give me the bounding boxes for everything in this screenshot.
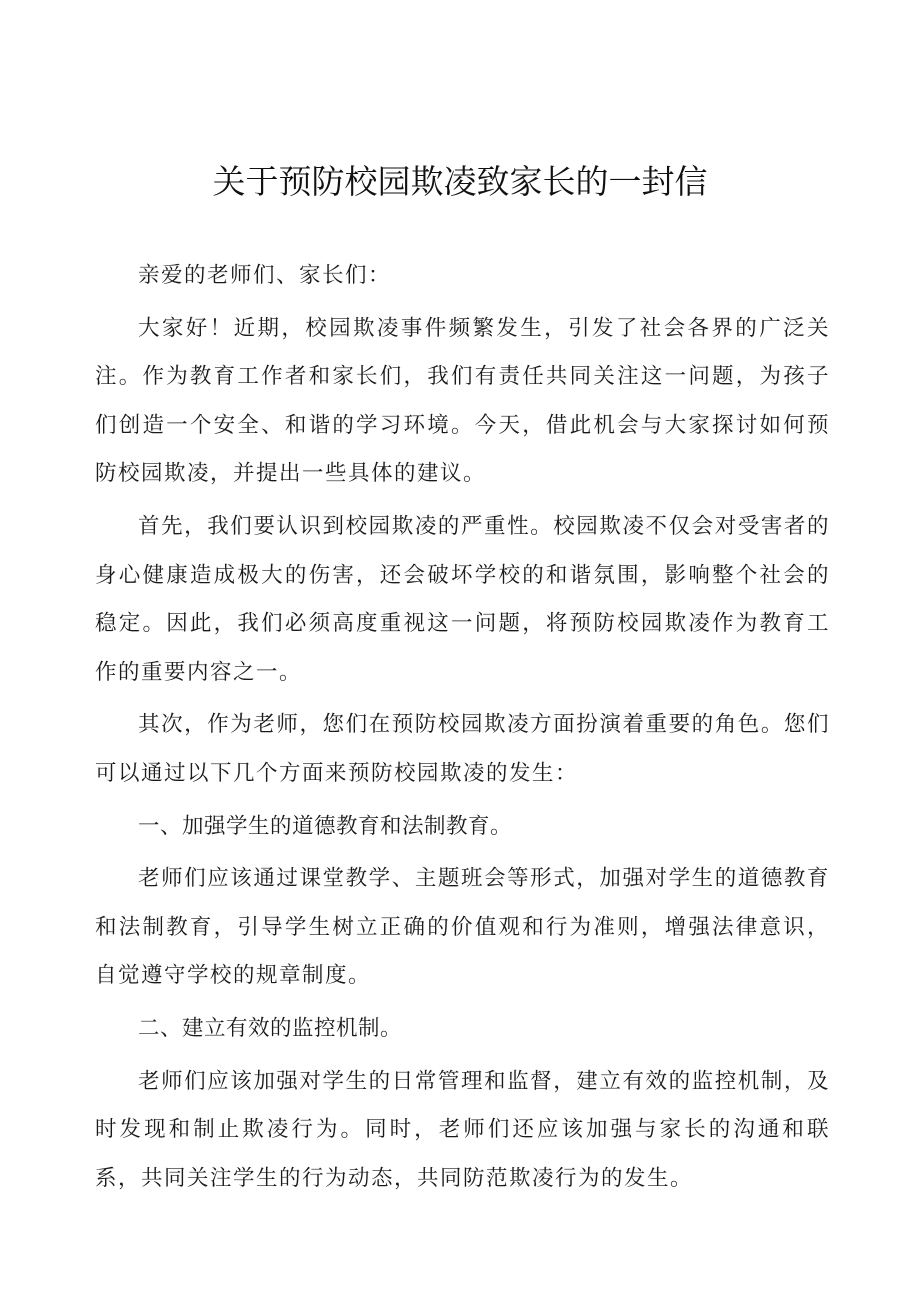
section-body-moral-education: 老师们应该通过课堂教学、主题班会等形式，加强对学生的道德教育和法制教育，引导学生树立正确的价值观和行为准则，增强法律意识，自觉遵守学校的规章制度。 [95, 866, 830, 989]
section-body-monitoring: 老师们应该加强对学生的日常管理和监督，建立有效的监控机制，及时发现和制止欺凌行为。同时，老师们还应该加强与家长的沟通和联系，共同关注学生的行为动态，共同防范欺凌行为的发生。 [95, 1068, 830, 1191]
salutation: 亲爱的老师们、家长们： [138, 263, 392, 288]
section-heading-monitoring: 二、建立有效的监控机制。 [138, 1015, 403, 1041]
paragraph-teacher-role: 其次，作为老师，您们在预防校园欺凌方面扮演着重要的角色。您们可以通过以下几个方面来预防校园欺凌的发生： [95, 712, 830, 786]
paragraph-intro: 大家好！近期，校园欺凌事件频繁发生，引发了社会各界的广泛关注。作为教育工作者和家长们，我们有责任共同关注这一问题，为孩子们创造一个安全、和谐的学习环境。今天，借此机会与大家探讨如何预防校园欺凌，并提出一些具体的建议。 [95, 315, 830, 487]
letter-body [95, 252, 830, 1207]
paragraph-seriousness: 首先，我们要认识到校园欺凌的严重性。校园欺凌不仅会对受害者的身心健康造成极大的伤害，还会破坏学校的和谐氛围，影响整个社会的稳定。因此，我们必须高度重视这一问题，将预防校园欺凌作为教育工作的重要内容之一。 [95, 513, 830, 685]
section-heading-moral-education: 一、加强学生的道德教育和法制教育。 [138, 813, 513, 839]
document-title: 关于预防校园欺凌致家长的一封信 [212, 162, 708, 201]
